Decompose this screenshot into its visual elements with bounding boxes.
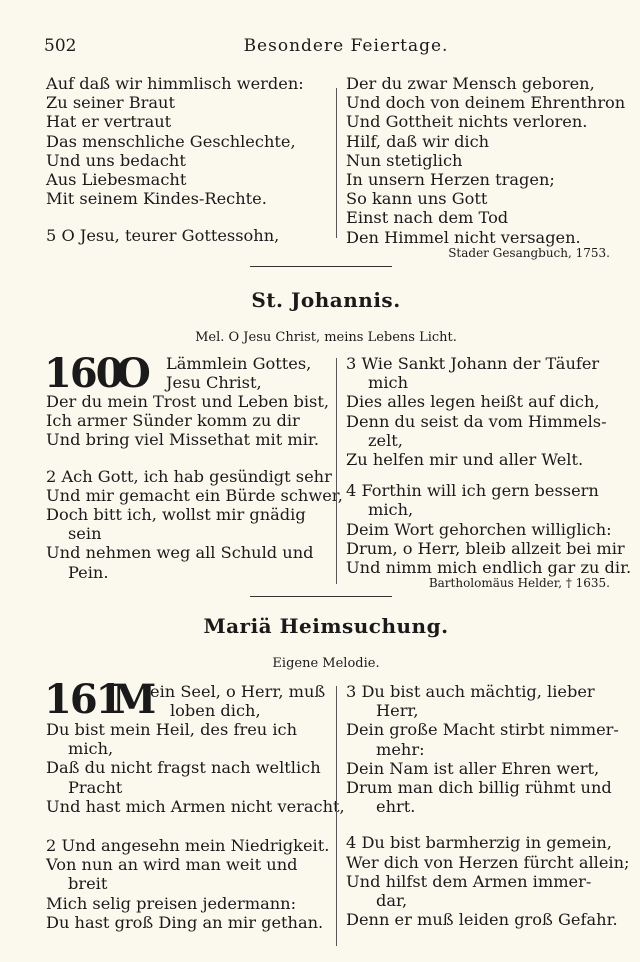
verse-line: mich — [368, 373, 409, 393]
verse-line: Einst nach dem Tod — [346, 208, 509, 228]
verse-line: 3 Wie Sankt Johann der Täufer — [346, 354, 600, 373]
verse-line: Du bist mein Heil, des freu ich — [46, 720, 298, 739]
verse-line: mich, — [368, 500, 414, 520]
column-divider — [336, 88, 337, 238]
hymn-number: 160 — [44, 350, 122, 397]
hymn-161-right — [346, 682, 628, 929]
verse-line: sein — [68, 524, 102, 544]
verse-line: Nun stetiglich — [346, 150, 463, 170]
hymn-160-left — [46, 392, 343, 582]
section-separator — [250, 596, 392, 597]
verse-line: In unsern Herzen tragen; — [346, 170, 555, 190]
verse-line: Pracht — [68, 777, 123, 797]
verse-line: Auf daß wir himmlisch werden: — [46, 74, 304, 93]
verse-line: mich, — [68, 739, 114, 759]
hymn-first-lines — [166, 354, 328, 392]
verse-line: Dies alles legen heißt auf dich, — [346, 392, 600, 412]
page-header — [44, 36, 608, 60]
verse-line: 4 Du bist barmherzig in gemein, — [346, 833, 612, 853]
verse-line: Deim Wort gehorchen williglich: — [346, 519, 612, 539]
running-title: Besondere Feiertage. — [243, 36, 449, 56]
verse-line: Wer dich von Herzen fürcht allein; — [346, 852, 630, 872]
melody-note: Eigene Melodie. — [272, 656, 380, 671]
verse-line: Und hilfst dem Armen immer- — [346, 871, 592, 891]
verse-line: Von nun an wird man weit und — [46, 855, 298, 875]
column-divider — [336, 358, 337, 584]
verse-line: Daß du nicht fragst nach weltlich — [46, 758, 321, 778]
verse-line: Und mir gemacht ein Bürde schwer, — [46, 485, 343, 505]
verse-line: Mich selig preisen jedermann: — [46, 893, 297, 913]
verse-line: mehr: — [376, 739, 425, 759]
verse-line: zelt, — [368, 430, 403, 450]
verse-line: breit — [68, 874, 108, 894]
verse-line: Und doch von deinem Ehrenthron — [346, 93, 626, 113]
hymn-160-right — [346, 354, 632, 578]
hymn-first-lines — [150, 682, 330, 720]
section-title: St. Johannis. — [251, 288, 401, 312]
verse-line: Dein große Macht stirbt nimmer- — [346, 720, 619, 740]
verse-line: ein Seel, o Herr, muß — [150, 682, 326, 701]
verse-line: Und nimm mich endlich gar zu dir. — [346, 558, 632, 578]
verse-line: 4 Forthin will ich gern bessern — [346, 481, 599, 501]
verse-line: So kann uns Gott — [346, 189, 488, 209]
verse-line: Drum man dich billig rühmt und — [346, 778, 612, 798]
verse-line: Der du mein Trost und Leben bist, — [46, 392, 329, 411]
drop-initial: O — [116, 350, 151, 397]
verse-line: Drum, o Herr, bleib allzeit bei mir — [346, 538, 625, 558]
verse-line: Und uns bedacht — [46, 150, 186, 170]
top-left-column — [46, 74, 328, 246]
verse-line: 2 Und angesehn mein Niedrigkeit. — [46, 836, 330, 856]
section-title: Mariä Heimsuchung. — [203, 614, 449, 638]
top-right-column — [346, 74, 628, 247]
verse-line: 3 Du bist auch mächtig, lieber — [346, 682, 595, 701]
verse-line: Und nehmen weg all Schuld und — [46, 543, 314, 563]
verse-line: Denn er muß leiden groß Gefahr. — [346, 910, 618, 930]
verse-line: loben dich, — [170, 701, 261, 721]
verse-line: Herr, — [376, 701, 419, 721]
section-separator — [250, 266, 392, 267]
verse-line: Denn du seist da vom Himmels- — [346, 411, 607, 431]
hymn-161-left — [46, 720, 345, 932]
verse-line: Den Himmel nicht versagen. — [346, 227, 581, 247]
author-credit: Stader Gesangbuch, 1753. — [448, 246, 610, 260]
verse-line: Aus Liebesmacht — [46, 170, 187, 190]
verse-line: Pein. — [68, 562, 109, 582]
verse-line: Das menschliche Geschlechte, — [46, 131, 296, 151]
verse-line: Und bring viel Missethat mit mir. — [46, 430, 319, 450]
verse-line: 5 O Jesu, teurer Gottessohn, — [46, 226, 280, 246]
verse-line: Und Gottheit nichts verloren. — [346, 112, 588, 132]
verse-line: ehrt. — [376, 797, 416, 817]
verse-line: Der du zwar Mensch geboren, — [346, 74, 595, 93]
verse-line: Jesu Christ, — [166, 373, 262, 393]
verse-line: Doch bitt ich, wollst mir gnädig — [46, 505, 306, 525]
column-divider — [336, 686, 337, 946]
verse-line: Zu seiner Braut — [46, 93, 175, 113]
page-number: 502 — [44, 36, 77, 56]
hymn-number: 161 — [44, 676, 122, 723]
verse-line: Dein Nam ist aller Ehren wert, — [346, 758, 600, 778]
verse-line: Zu helfen mir und aller Welt. — [346, 450, 584, 470]
verse-line: Hat er vertraut — [46, 112, 172, 132]
verse-line: Ich armer Sünder komm zu dir — [46, 411, 300, 431]
verse-line: dar, — [376, 891, 408, 911]
verse-line: Lämmlein Gottes, — [166, 354, 312, 373]
author-credit: Bartholomäus Helder, † 1635. — [428, 576, 610, 590]
verse-line: Hilf, daß wir dich — [346, 131, 490, 151]
verse-line: Mit seinem Kindes-Rechte. — [46, 189, 267, 209]
melody-note: Mel. O Jesu Christ, meins Lebens Licht. — [195, 330, 457, 345]
verse-line: Und hast mich Armen nicht veracht, — [46, 796, 345, 816]
verse-line: 2 Ach Gott, ich hab gesündigt sehr — [46, 466, 332, 486]
drop-initial: M — [112, 676, 157, 723]
verse-line: Du hast groß Ding an mir gethan. — [46, 912, 324, 932]
